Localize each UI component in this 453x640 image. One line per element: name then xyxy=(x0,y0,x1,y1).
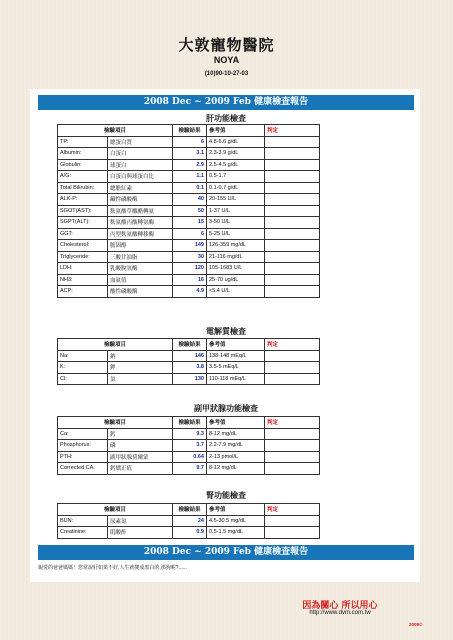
reference-range: 4.5-30.5 mg/dL xyxy=(207,515,265,527)
test-name: 球蛋白 xyxy=(108,159,173,171)
table-row xyxy=(58,182,320,194)
test-result: 6 xyxy=(173,228,207,240)
table-row xyxy=(58,194,320,206)
parathyroid-section-title: 副甲狀腺功能檢查 xyxy=(194,403,258,413)
header-flag: 判定 xyxy=(265,504,320,516)
liver-section-title: 肝功能檢查 xyxy=(206,113,246,123)
test-code: BUN: xyxy=(58,515,108,527)
header-item: 檢驗項目 xyxy=(58,125,173,137)
assessment-cell xyxy=(265,527,320,539)
table-header-row xyxy=(58,339,320,351)
test-result: 3.7 xyxy=(173,440,207,452)
electrolyte-section-title: 電解質檢查 xyxy=(206,326,246,336)
table-row xyxy=(58,286,320,298)
test-result: 149 xyxy=(173,240,207,252)
reference-range: 2-13 pmol/L xyxy=(207,451,265,463)
test-name: 白蛋白與球蛋白比 xyxy=(108,171,173,183)
assessment-cell xyxy=(265,286,320,298)
reference-range: 5-25 U/L xyxy=(207,228,265,240)
table-row xyxy=(58,527,320,539)
test-code: SGOT(AST): xyxy=(58,205,108,217)
test-result: 120 xyxy=(173,263,207,275)
reference-range: 105-1683 U/L xyxy=(207,263,265,275)
table-row xyxy=(58,263,320,275)
header-flag: 判定 xyxy=(265,417,320,429)
test-name: 鈉 xyxy=(108,350,173,362)
test-result: 15 xyxy=(173,217,207,229)
assessment-cell xyxy=(265,428,320,440)
reference-range: 110-118 mEq/L xyxy=(207,373,265,385)
table-row xyxy=(58,251,320,263)
reference-range: <5.4 U/L xyxy=(207,286,265,298)
reference-range: 0.5-1.5 mg/dL xyxy=(207,527,265,539)
reference-range: 126-359 mg/dL xyxy=(207,240,265,252)
test-name: 麩氨酸丙酸轉氨酶 xyxy=(108,217,173,229)
test-code: TP: xyxy=(58,136,108,148)
test-code: K: xyxy=(58,362,108,374)
test-name: 酸性磷酸酶 xyxy=(108,286,173,298)
header-result: 檢驗結果 xyxy=(173,339,207,351)
reference-range: 4.8-6.6 g/dL xyxy=(207,136,265,148)
test-code: SGPT(ALT): xyxy=(58,217,108,229)
test-result: 24 xyxy=(173,515,207,527)
test-code: Creatinine: xyxy=(58,527,108,539)
test-code: Albumin: xyxy=(58,148,108,160)
test-code: NH3: xyxy=(58,274,108,286)
test-name: 肌酸酐 xyxy=(108,527,173,539)
assessment-cell xyxy=(265,182,320,194)
test-result: 40 xyxy=(173,194,207,206)
table-row xyxy=(58,136,320,148)
owner-note: 親愛的爸爸媽媽！您常說肝如果不好,人生就變成黑白的,那狗呢?...... xyxy=(38,565,187,571)
assessment-cell xyxy=(265,274,320,286)
assessment-cell xyxy=(265,136,320,148)
reference-range: 8-12 mg/dL xyxy=(207,463,265,475)
test-result: 6 xyxy=(173,136,207,148)
test-code: ACP: xyxy=(58,286,108,298)
test-code: ALK-P: xyxy=(58,194,108,206)
header-item: 檢驗項目 xyxy=(58,504,173,516)
table-row xyxy=(58,171,320,183)
test-result: 1.1 xyxy=(173,171,207,183)
table-row xyxy=(58,205,320,217)
test-code: GGT: xyxy=(58,228,108,240)
assessment-cell xyxy=(265,217,320,229)
header-item: 檢驗項目 xyxy=(58,339,173,351)
table-row xyxy=(58,373,320,385)
parathyroid-table xyxy=(57,416,320,475)
table-row xyxy=(58,451,320,463)
test-code: Phosphorus: xyxy=(58,440,108,452)
assessment-cell xyxy=(265,263,320,275)
test-name: 總蛋白質 xyxy=(108,136,173,148)
assessment-cell xyxy=(265,251,320,263)
assessment-cell xyxy=(265,148,320,160)
clinic-name: 大敦寵物醫院 xyxy=(178,36,275,54)
test-code: Cholesterol: xyxy=(58,240,108,252)
header-item: 檢驗項目 xyxy=(58,417,173,429)
test-code: Ca: xyxy=(58,428,108,440)
table-row xyxy=(58,148,320,160)
pet-name: NOYA xyxy=(213,55,240,65)
reference-range: 0.1-0.7 g/dL xyxy=(207,182,265,194)
reference-range: 3-50 U/L xyxy=(207,217,265,229)
assessment-cell xyxy=(265,228,320,240)
test-name: 乳酸脫氫酶 xyxy=(108,263,173,275)
test-result: 130 xyxy=(173,373,207,385)
test-name: 鉀 xyxy=(108,362,173,374)
test-code: Cl: xyxy=(58,373,108,385)
test-result: 0.1 xyxy=(173,182,207,194)
reference-range: 2.2-7.9 mg/dL xyxy=(207,440,265,452)
reference-range: 25-70 ug/dL xyxy=(207,274,265,286)
header-result: 檢驗結果 xyxy=(173,417,207,429)
test-code: Corrected CA: xyxy=(58,463,108,475)
assessment-cell xyxy=(265,171,320,183)
clinic-slogan: 因為關心 所以用心 xyxy=(302,601,378,611)
assessment-cell xyxy=(265,194,320,206)
test-result: 4.9 xyxy=(173,286,207,298)
table-row xyxy=(58,350,320,362)
report-banner-bottom: 2008 Dec ~ 2009 Feb 健康檢查報告 xyxy=(38,545,414,560)
header-flag: 判定 xyxy=(265,125,320,137)
reference-range: 1-37 U/L xyxy=(207,205,265,217)
test-result: 2.9 xyxy=(173,159,207,171)
table-row xyxy=(58,217,320,229)
header-result: 檢驗結果 xyxy=(173,504,207,516)
table-row xyxy=(58,428,320,440)
test-name: 白蛋白 xyxy=(108,148,173,160)
assessment-cell xyxy=(265,373,320,385)
test-name: 氯 xyxy=(108,373,173,385)
copyright-year: 2009© xyxy=(409,622,423,627)
test-result: 0.64 xyxy=(173,451,207,463)
electrolyte-table xyxy=(57,338,320,385)
test-code: LDH: xyxy=(58,263,108,275)
reference-range: 8-12 mg/dL xyxy=(207,428,265,440)
assessment-cell xyxy=(265,205,320,217)
test-name: 鈣 xyxy=(108,428,173,440)
reference-range: 0.5-1.7 xyxy=(207,171,265,183)
header-flag: 判定 xyxy=(265,339,320,351)
table-header-row xyxy=(58,504,320,516)
assessment-cell xyxy=(265,362,320,374)
assessment-cell xyxy=(265,350,320,362)
clinic-url[interactable]: http://www.dvm.com.tw xyxy=(309,610,371,616)
test-code: A/G: xyxy=(58,171,108,183)
reference-range: 20-155 U/L xyxy=(207,194,265,206)
reference-range: 138-148 mEq/L xyxy=(207,350,265,362)
test-result: 30 xyxy=(173,251,207,263)
table-header-row xyxy=(58,125,320,137)
test-result: 9.7 xyxy=(173,463,207,475)
test-result: 146 xyxy=(173,350,207,362)
reference-range: 2.5-4.5 g/dL xyxy=(207,159,265,171)
test-result: 50 xyxy=(173,205,207,217)
table-row xyxy=(58,240,320,252)
test-code: Triglyceride: xyxy=(58,251,108,263)
test-code: Total Bilirubin: xyxy=(58,182,108,194)
header-ref: 參考值 xyxy=(207,504,265,516)
test-name: 副甲狀腺荷爾蒙 xyxy=(108,451,173,463)
test-name: 丙型麩氨醯轉移酶 xyxy=(108,228,173,240)
kidney-section-title: 腎功能檢查 xyxy=(206,490,246,500)
test-code: Na: xyxy=(58,350,108,362)
kidney-table xyxy=(57,503,320,539)
test-name: 磷 xyxy=(108,440,173,452)
header-ref: 參考值 xyxy=(207,339,265,351)
table-row xyxy=(58,228,320,240)
header-ref: 參考值 xyxy=(207,125,265,137)
test-name: 血氨值 xyxy=(108,274,173,286)
reference-range: 3.5-5 mEq/L xyxy=(207,362,265,374)
report-code: (10)90-10-27-03 xyxy=(204,71,249,77)
assessment-cell xyxy=(265,515,320,527)
assessment-cell xyxy=(265,159,320,171)
table-row xyxy=(58,515,320,527)
header-ref: 參考值 xyxy=(207,417,265,429)
table-row xyxy=(58,362,320,374)
test-code: Globulin: xyxy=(58,159,108,171)
test-result: 16 xyxy=(173,274,207,286)
test-result: 9.3 xyxy=(173,428,207,440)
test-code: PTH: xyxy=(58,451,108,463)
test-name: 麩氨酸草醯醋轉氨 xyxy=(108,205,173,217)
table-row xyxy=(58,463,320,475)
reference-range: 21-116 mg/dL xyxy=(207,251,265,263)
test-result: 3.1 xyxy=(173,148,207,160)
test-result: 3.8 xyxy=(173,362,207,374)
assessment-cell xyxy=(265,463,320,475)
test-result: 0.9 xyxy=(173,527,207,539)
test-name: 總膽紅素 xyxy=(108,182,173,194)
test-name: 鹼性磷酸酶 xyxy=(108,194,173,206)
table-row xyxy=(58,274,320,286)
table-header-row xyxy=(58,417,320,429)
liver-table xyxy=(57,124,320,298)
test-name: 鈣矯正值 xyxy=(108,463,173,475)
assessment-cell xyxy=(265,440,320,452)
table-row xyxy=(58,440,320,452)
assessment-cell xyxy=(265,451,320,463)
assessment-cell xyxy=(265,240,320,252)
reference-range: 2.3-3.9 g/dL xyxy=(207,148,265,160)
header-result: 檢驗結果 xyxy=(173,125,207,137)
test-name: 尿素氮 xyxy=(108,515,173,527)
report-banner-top: 2008 Dec ~ 2009 Feb 健康檢查報告 xyxy=(38,95,414,110)
table-row xyxy=(58,159,320,171)
test-name: 三酸甘油脂 xyxy=(108,251,173,263)
test-name: 膽固醇 xyxy=(108,240,173,252)
